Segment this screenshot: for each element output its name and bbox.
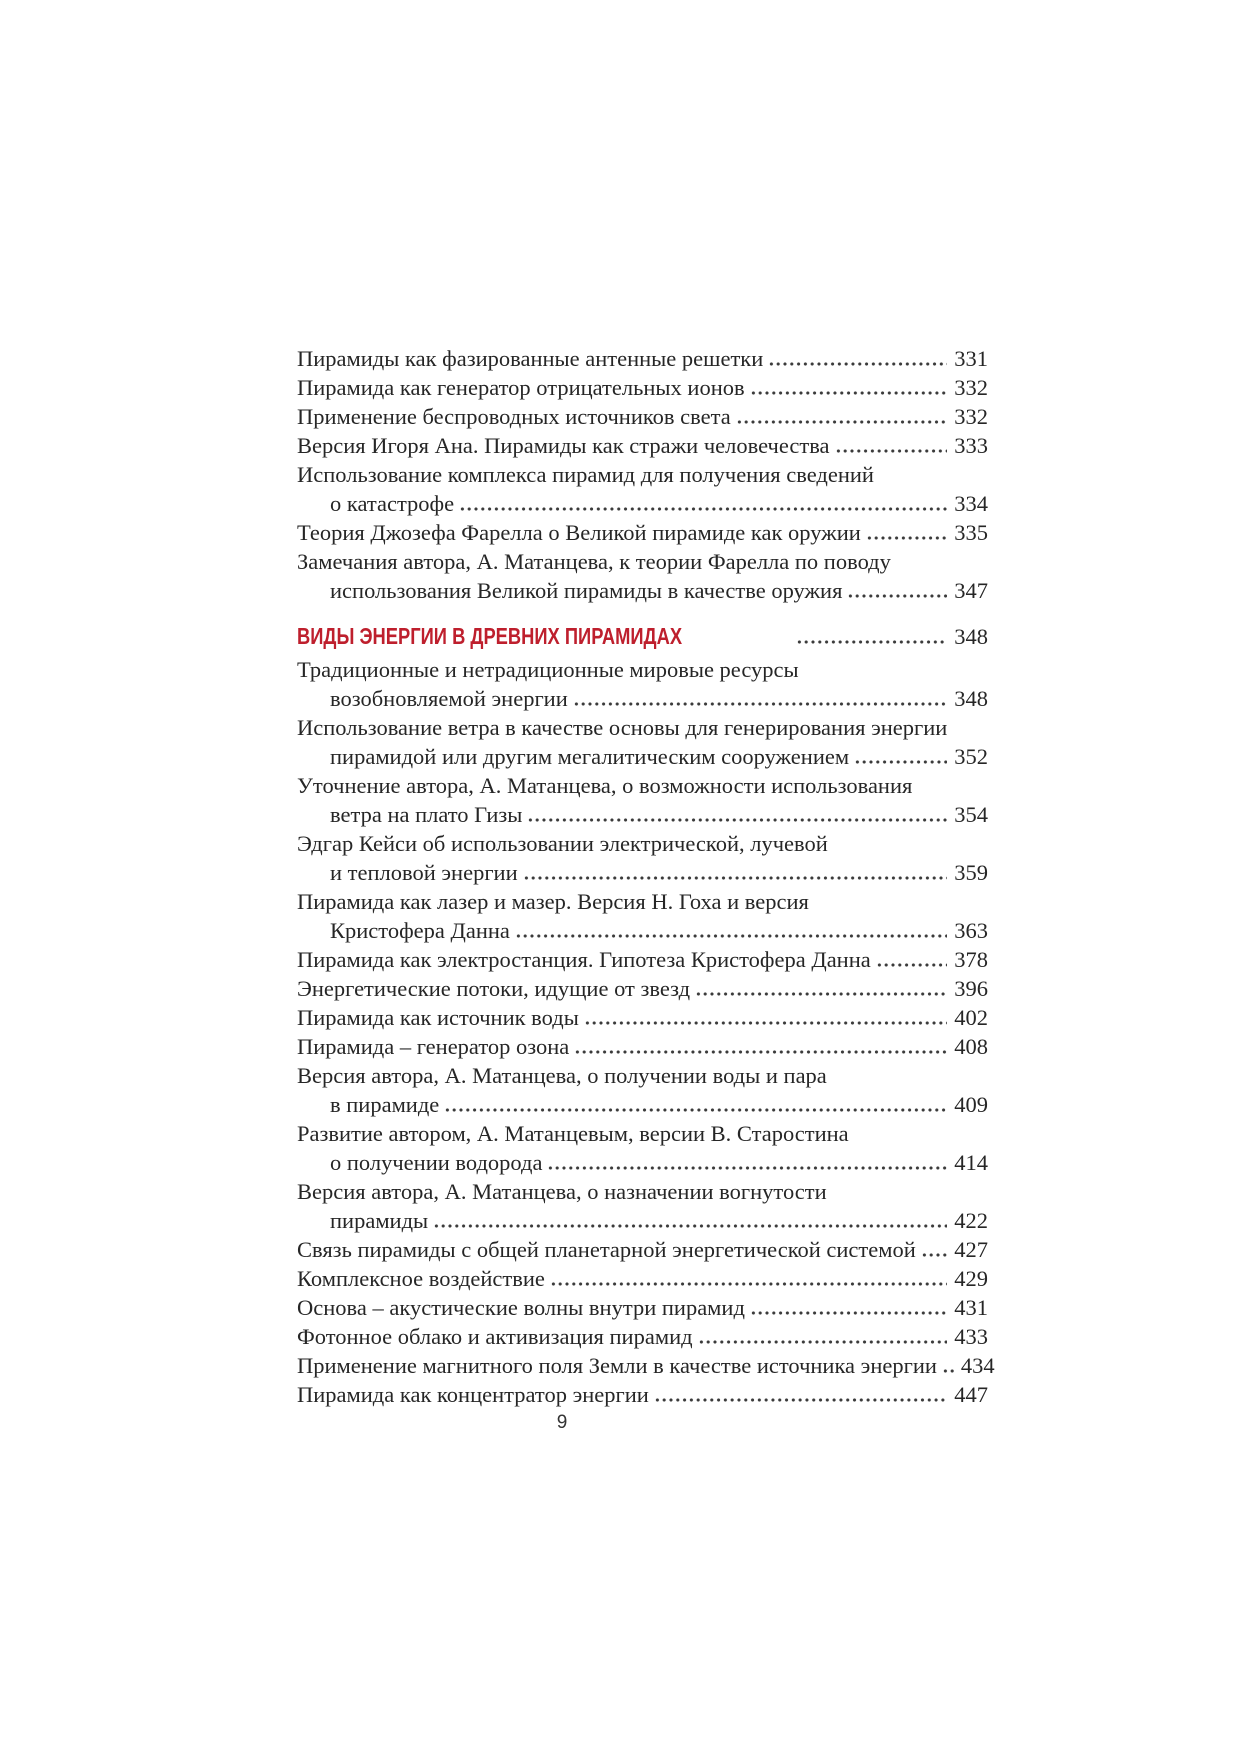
- toc-entry: [297, 518, 988, 547]
- dot-leader: [796, 640, 948, 644]
- toc-entry: [297, 713, 988, 742]
- dot-leader: [695, 992, 947, 996]
- toc-entry: [297, 684, 988, 713]
- toc-entry: [297, 1061, 988, 1090]
- toc-entry-label: ветра на плато Гизы: [330, 802, 523, 827]
- toc-entry: [297, 1293, 988, 1322]
- dot-leader: [768, 362, 947, 366]
- toc-entry: [297, 771, 988, 800]
- toc-entry-page: 409: [954, 1092, 988, 1117]
- dot-leader: [547, 1166, 947, 1170]
- toc-entry: [297, 945, 988, 974]
- toc-entry-label: Фотонное облако и активизация пирамид: [297, 1324, 693, 1349]
- toc-entry-page: 433: [954, 1324, 988, 1349]
- toc-entry-page: 359: [954, 860, 988, 885]
- toc-entry: [297, 1003, 988, 1032]
- toc-entry-label: Замечания автора, А. Матанцева, к теории Фарелла по поводу: [297, 549, 891, 574]
- toc-entry: [297, 402, 988, 431]
- dot-leader: [573, 702, 947, 706]
- toc-entry-page: 422: [954, 1208, 988, 1233]
- toc-entry-label: Теория Джозефа Фарелла о Великой пирамиде как оружии: [297, 520, 861, 545]
- toc-entry: [297, 829, 988, 858]
- toc-entry: [297, 1148, 988, 1177]
- toc-entry: [297, 1206, 988, 1235]
- toc-entry: [297, 1090, 988, 1119]
- toc-entry-page: 332: [954, 404, 988, 429]
- toc-entry-page: 402: [954, 1005, 988, 1030]
- toc-entry-label: Традиционные и нетрадиционные мировые ресурсы: [297, 657, 799, 682]
- dot-leader: [444, 1108, 947, 1112]
- toc-entry-label: пирамиды: [330, 1208, 429, 1233]
- toc-entry-label: Пирамида – генератор озона: [297, 1034, 570, 1059]
- toc-entry-label: Применение беспроводных источников света: [297, 404, 731, 429]
- toc-entry: [297, 1351, 995, 1380]
- toc-entry-label: Пирамида как электростанция. Гипотеза Кристофера Данна: [297, 947, 871, 972]
- toc-entry-label: Комплексное воздействие: [297, 1266, 545, 1291]
- toc-entry-label: Развитие автором, А. Матанцевым, версии В. Старостина: [297, 1121, 849, 1146]
- toc-entry: [297, 974, 988, 1003]
- toc-entry-page: 331: [954, 346, 988, 371]
- toc-entry: [297, 742, 988, 771]
- toc-entry: [297, 858, 988, 887]
- toc-entry-label: Использование комплекса пирамид для получения сведений: [297, 462, 874, 487]
- dot-leader: [854, 760, 947, 764]
- toc-entry-label: Применение магнитного поля Земли в качестве источника энергии: [297, 1353, 937, 1378]
- toc-entry-label: Версия автора, А. Матанцева, о назначении вогнутости: [297, 1179, 827, 1204]
- toc-entry-label: Пирамида как лазер и мазер. Версия Н. Гоха и версия: [297, 889, 809, 914]
- toc-entry-page: 434: [960, 1353, 995, 1378]
- dot-leader: [921, 1253, 947, 1257]
- toc-entry-label: возобновляемой энергии: [330, 686, 568, 711]
- toc-entry-page: 352: [954, 744, 988, 769]
- toc-entry-label: Использование ветра в качестве основы для генерирования энергии: [297, 715, 948, 740]
- toc-entry-page: 396: [954, 976, 988, 1001]
- dot-leader: [876, 963, 948, 967]
- toc-entry: [297, 1119, 988, 1148]
- toc-entry-page: 335: [954, 520, 988, 545]
- dot-leader: [433, 1224, 947, 1228]
- dot-leader: [515, 934, 947, 938]
- toc-entry-label: Версия Игоря Ана. Пирамиды как стражи человечества: [297, 433, 830, 458]
- dot-leader: [847, 594, 947, 598]
- dot-leader: [574, 1050, 947, 1054]
- toc-entry-label: Пирамиды как фазированные антенные решетки: [297, 346, 764, 371]
- toc-entry: [297, 916, 988, 945]
- toc-entry-page: 348: [954, 624, 988, 649]
- dot-leader: [550, 1282, 947, 1286]
- toc-entry: [297, 1264, 988, 1293]
- dot-leader: [459, 507, 947, 511]
- toc-entry-label: Версия автора, А. Матанцева, о получении воды и пара: [297, 1063, 827, 1088]
- toc-entry-label: Основа – акустические волны внутри пирамид: [297, 1295, 745, 1320]
- toc-entry-label: Пирамида как источник воды: [297, 1005, 579, 1030]
- toc-entry-page: 408: [954, 1034, 988, 1059]
- dot-leader: [527, 818, 947, 822]
- toc-entry-label: использования Великой пирамиды в качестве оружия: [330, 578, 843, 603]
- toc-entry: [297, 655, 988, 684]
- toc-entry-label: Уточнение автора, А. Матанцева, о возможности использования: [297, 773, 913, 798]
- toc-entry-page: 427: [954, 1237, 988, 1262]
- dot-leader: [750, 1311, 947, 1315]
- toc-entry-page: 354: [954, 802, 988, 827]
- toc-entry-page: 447: [954, 1382, 988, 1407]
- toc-entry-label: Пирамида как генератор отрицательных ионов: [297, 375, 745, 400]
- toc-entry-label: о катастрофе: [330, 491, 455, 516]
- toc-entry-label: и тепловой энергии: [330, 860, 518, 885]
- toc-entry: [297, 1177, 988, 1206]
- toc-entry-page: 431: [954, 1295, 988, 1320]
- toc-entry-label: Эдгар Кейси об использовании электрической, лучевой: [297, 831, 828, 856]
- toc-entry-page: 378: [954, 947, 988, 972]
- toc-entry-label: Связь пирамиды с общей планетарной энергетической системой: [297, 1237, 916, 1262]
- dot-leader: [750, 391, 948, 395]
- toc-entry-label: Пирамида как концентратор энергии: [297, 1382, 649, 1407]
- toc-entry-page: 363: [954, 918, 988, 943]
- dot-leader: [584, 1021, 947, 1025]
- dot-leader: [698, 1340, 948, 1344]
- toc-entry: [297, 431, 988, 460]
- toc-entry: [297, 887, 988, 916]
- toc-entry-page: 347: [954, 578, 988, 603]
- dot-leader: [835, 449, 948, 453]
- toc-entry: [297, 344, 988, 373]
- toc-section-heading: [297, 622, 988, 651]
- dot-leader: [654, 1398, 947, 1402]
- dot-leader: [942, 1369, 954, 1373]
- toc-entry-page: 332: [954, 375, 988, 400]
- toc-entry-label: пирамидой или другим мегалитическим сооружением: [330, 744, 850, 769]
- toc-entry: [297, 576, 988, 605]
- dot-leader: [736, 420, 948, 424]
- toc-entry: [297, 373, 988, 402]
- toc-section-heading-label: ВИДЫ ЭНЕРГИИ В ДРЕВНИХ ПИРАМИДАХ: [297, 623, 683, 649]
- toc-entry-label: в пирамиде: [330, 1092, 440, 1117]
- page-number-folio: 9: [556, 1412, 568, 1433]
- toc-entry: [297, 1032, 988, 1061]
- toc-entry-label: Кристофера Данна: [330, 918, 510, 943]
- toc-entry-page: 334: [954, 491, 988, 516]
- dot-leader: [523, 876, 948, 880]
- toc-entry-page: 348: [954, 686, 988, 711]
- table-of-contents: [297, 344, 995, 1409]
- toc-entry-page: 333: [954, 433, 988, 458]
- toc-entry: [297, 460, 988, 489]
- toc-entry: [297, 489, 988, 518]
- toc-entry-page: 414: [954, 1150, 988, 1175]
- toc-entry: [297, 1322, 988, 1351]
- toc-entry-label: о получении водорода: [330, 1150, 543, 1175]
- toc-entry-label: Энергетические потоки, идущие от звезд: [297, 976, 691, 1001]
- toc-entry: [297, 800, 988, 829]
- toc-entry-page: 429: [954, 1266, 988, 1291]
- toc-entry: [297, 1380, 988, 1409]
- toc-entry: [297, 547, 988, 576]
- toc-entry: [297, 1235, 988, 1264]
- dot-leader: [866, 536, 947, 540]
